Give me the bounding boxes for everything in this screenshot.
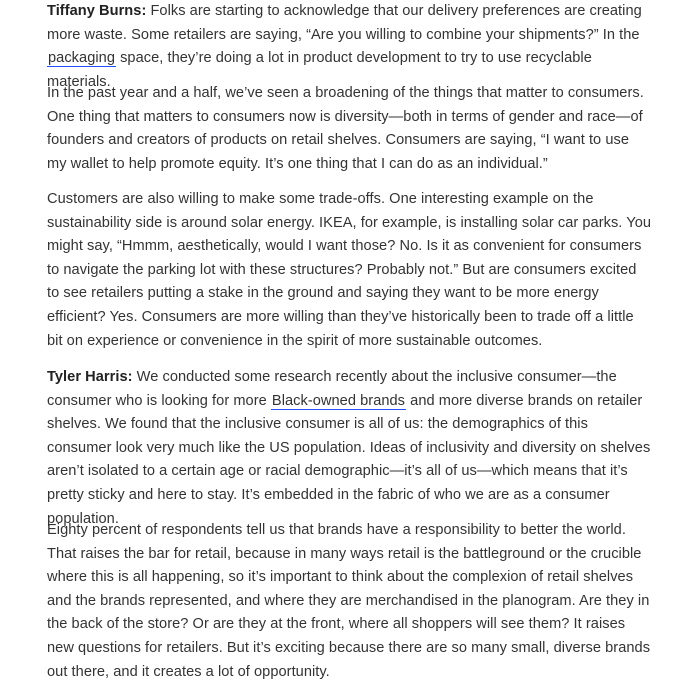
speaker-name: Tyler Harris: [47, 369, 133, 385]
paragraph-diversity: In the past year and a half, we’ve seen a broadening of the things that matter to consumers. One thing that matters to consumers now is diversity—both in terms of gender and race—of founders and creators of products on retail shelves. Consumers are saying, “I want to use my wallet to help promote equity. It’s one thing that I can do as an individual.” [47, 85, 644, 172]
paragraph-text: space, they’re doing a lot in product development to try to use recyclable materials. [47, 50, 592, 90]
speaker-name: Tiffany Burns: [47, 3, 147, 19]
paragraph-text: and more diverse brands on retailer shelves. We found that the inclusive consumer is all of us: the demographics of this consumer look very much like the US population. Ideas of inclusivity and diversity on shelves aren’t isolated to a certain age or racial demographic—it’s all of us—which means that it’s pretty sticky and here to stay. It’s embedded in the fabric of who we are as a consumer population. [47, 392, 651, 527]
packaging-link[interactable]: packaging [48, 50, 115, 67]
paragraph-sustainability: Customers are also willing to make some trade-offs. One interesting example on the sustainability side is around solar energy. IKEA, for example, is installing solar car parks. You might say, “Hmmm, aesthetically, would I want those? No. Is it as convenient for consumers to navigate the parking lot with these structures? Probably not.” But are consumers excited to see retailers putting a stake in the ground and saying they want to be more energy efficient? Yes. Consumers are more willing than they’ve historically been to trade off a little bit on experience or convenience in the spirit of more sustainable outcomes. [47, 191, 652, 349]
paragraph-tiffany-burns-1 [47, 0, 652, 94]
paragraph-responsibility: Eighty percent of respondents tell us that brands have a responsibility to better the world. That raises the bar for retail, because in many ways retail is the battleground or the crucible where this is all happening, so it’s important to think about the complexion of retail shelves and the brands represented, and where they are merchandised in the planogram. Are they in the back of the store? Or are they at the front, where all shoppers will see them? It raises new questions for retailers. But it’s exciting because there are so many small, diverse brands out there, and it creates a lot of opportunity. [47, 522, 651, 680]
paragraph-tyler-harris-1 [47, 366, 652, 531]
paragraph-text: We conducted some research recently about the inclusive consumer—the consumer who is looking for more [47, 369, 617, 409]
black-owned-brands-link[interactable]: Black-owned brands [271, 392, 406, 409]
paragraph-text: Folks are starting to acknowledge that our delivery preferences are creating more waste. Some retailers are saying, “Are you willing to combine your shipments?” In the [47, 3, 642, 43]
